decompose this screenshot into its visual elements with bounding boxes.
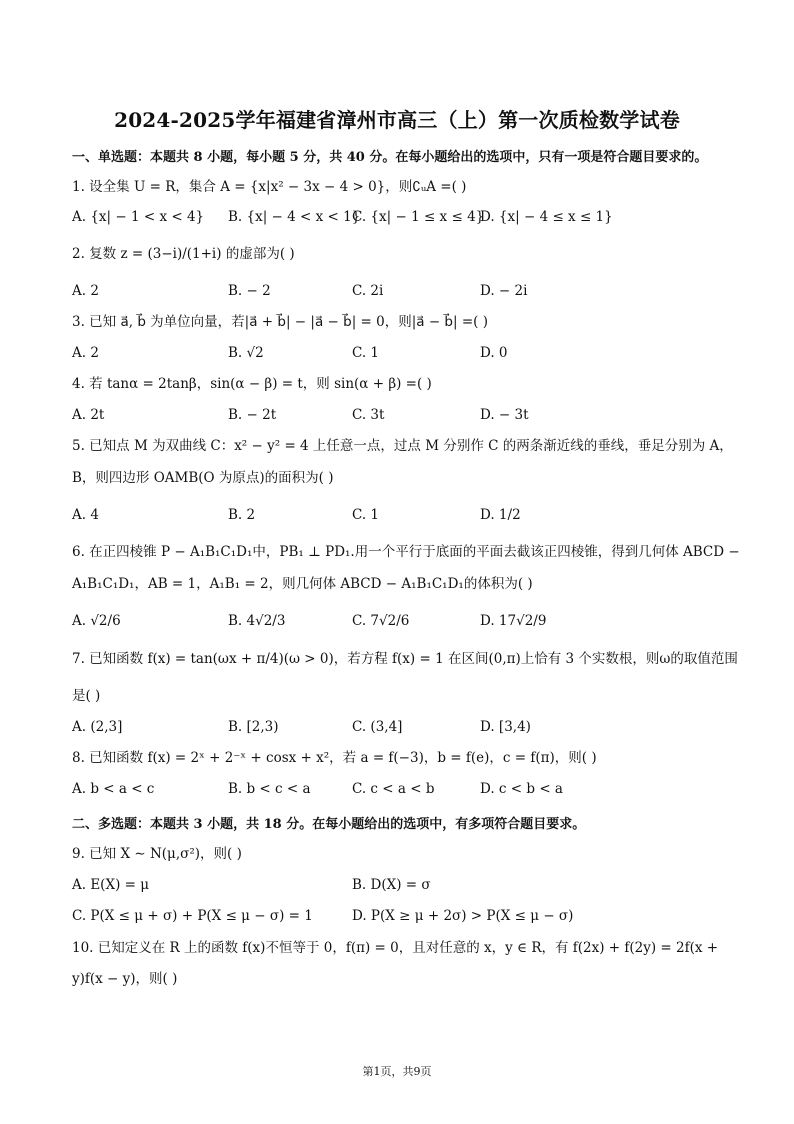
q5-option-b: B. 2 (228, 507, 256, 523)
question-5-line-2: B，则四边形 OAMB(O 为原点)的面积为( ) (72, 470, 334, 486)
q3-option-d: D. 0 (480, 345, 508, 361)
question-9: 9. 已知 X ∼ N(μ,σ²)，则( ) (72, 846, 242, 862)
q6-option-c: C. 7√2/6 (352, 613, 410, 629)
question-2: 2. 复数 z = (3−i)/(1+i) 的虚部为( ) (72, 246, 295, 262)
q1-option-d: D. {x| − 4 ≤ x ≤ 1} (480, 209, 613, 225)
q5-option-a: A. 4 (72, 507, 99, 523)
q1-option-b: B. {x| − 4 < x < 1} (228, 209, 361, 225)
q9-option-a: A. E(X) = μ (72, 877, 149, 893)
question-4: 4. 若 tanα = 2tanβ，sin(α − β) = t，则 sin(α + β) =( ) (72, 376, 432, 392)
q3-option-c: C. 1 (352, 345, 380, 361)
section-multiple-choice: 二、多选题：本题共 3 小题，共 18 分。在每小题给出的选项中，有多项符合题目要求。 (72, 817, 586, 832)
q7-option-b: B. [2,3) (228, 719, 279, 735)
question-6-line-1: 6. 在正四棱锥 P − A₁B₁C₁D₁中，PB₁ ⊥ PD₁.用一个平行于底面的平面去截该正四棱锥，得到几何体 ABCD − (72, 544, 740, 560)
q9-option-c: C. P(X ≤ μ + σ) + P(X ≤ μ − σ) = 1 (72, 908, 313, 924)
q2-option-b: B. − 2 (228, 283, 271, 299)
q6-option-b: B. 4√2/3 (228, 613, 286, 629)
question-10-line-2: y)f(x − y)，则( ) (72, 971, 178, 987)
page-footer: 第1页，共9页 (362, 1065, 432, 1078)
q1-option-c: C. {x| − 1 ≤ x ≤ 4} (352, 209, 485, 225)
q3-option-b: B. √2 (228, 345, 264, 361)
q4-option-b: B. − 2t (228, 407, 277, 423)
q8-option-d: D. c < b < a (480, 781, 563, 797)
question-7-line-2: 是( ) (72, 688, 101, 704)
q4-option-a: A. 2t (72, 407, 105, 423)
q9-option-b: B. D(X) = σ (352, 877, 431, 893)
question-10-line-1: 10. 已知定义在 R 上的函数 f(x)不恒等于 0，f(π) = 0，且对任意的 x，y ∈ R，有 f(2x) + f(2y) = 2f(x + (72, 940, 719, 956)
question-6-line-2: A₁B₁C₁D₁，AB = 1，A₁B₁ = 2，则几何体 ABCD − A₁B₁C₁D₁的体积为( ) (72, 576, 533, 592)
q6-option-d: D. 17√2/9 (480, 613, 547, 629)
question-5-line-1: 5. 已知点 M 为双曲线 C：x² − y² = 4 上任意一点，过点 M 分别作 C 的两条渐近线的垂线，垂足分别为 A， (72, 438, 733, 454)
q9-option-d: D. P(X ≥ μ + 2σ) > P(X ≤ μ − σ) (352, 908, 574, 924)
q4-option-d: D. − 3t (480, 407, 529, 423)
q8-option-a: A. b < a < c (72, 781, 155, 797)
q8-option-c: C. c < a < b (352, 781, 435, 797)
q4-option-c: C. 3t (352, 407, 385, 423)
q1-option-a: A. {x| − 1 < x < 4} (72, 209, 205, 225)
q3-option-a: A. 2 (72, 345, 99, 361)
q8-option-b: B. b < c < a (228, 781, 311, 797)
question-1: 1. 设全集 U = R，集合 A = {x|x² − 3x − 4 > 0}，则∁ᵤA =( ) (72, 179, 467, 195)
q5-option-c: C. 1 (352, 507, 380, 523)
q2-option-a: A. 2 (72, 283, 99, 299)
question-8: 8. 已知函数 f(x) = 2ˣ + 2⁻ˣ + cosx + x²，若 a = f(−3)，b = f(e)，c = f(π)，则( ) (72, 750, 597, 766)
section-single-choice: 一、单选题：本题共 8 小题，每小题 5 分，共 40 分。在每小题给出的选项中，只有一项是符合题目要求的。 (72, 150, 708, 165)
q2-option-d: D. − 2i (480, 283, 528, 299)
q7-option-d: D. [3,4) (480, 719, 531, 735)
q2-option-c: C. 2i (352, 283, 384, 299)
q5-option-d: D. 1/2 (480, 507, 521, 523)
q7-option-a: A. (2,3] (72, 719, 123, 735)
exam-title: 2024-2025学年福建省漳州市高三（上）第一次质检数学试卷 (114, 108, 680, 132)
question-7-line-1: 7. 已知函数 f(x) = tan(ωx + π/4)(ω > 0)，若方程 f(x) = 1 在区间(0,π)上恰有 3 个实数根，则ω的取值范围 (72, 651, 738, 667)
q7-option-c: C. (3,4] (352, 719, 403, 735)
q6-option-a: A. √2/6 (72, 613, 121, 629)
question-3: 3. 已知 a⃗, b⃗ 为单位向量，若|a⃗ + b⃗| − |a⃗ − b⃗| = 0，则|a⃗ − b⃗| =( ) (72, 314, 488, 330)
